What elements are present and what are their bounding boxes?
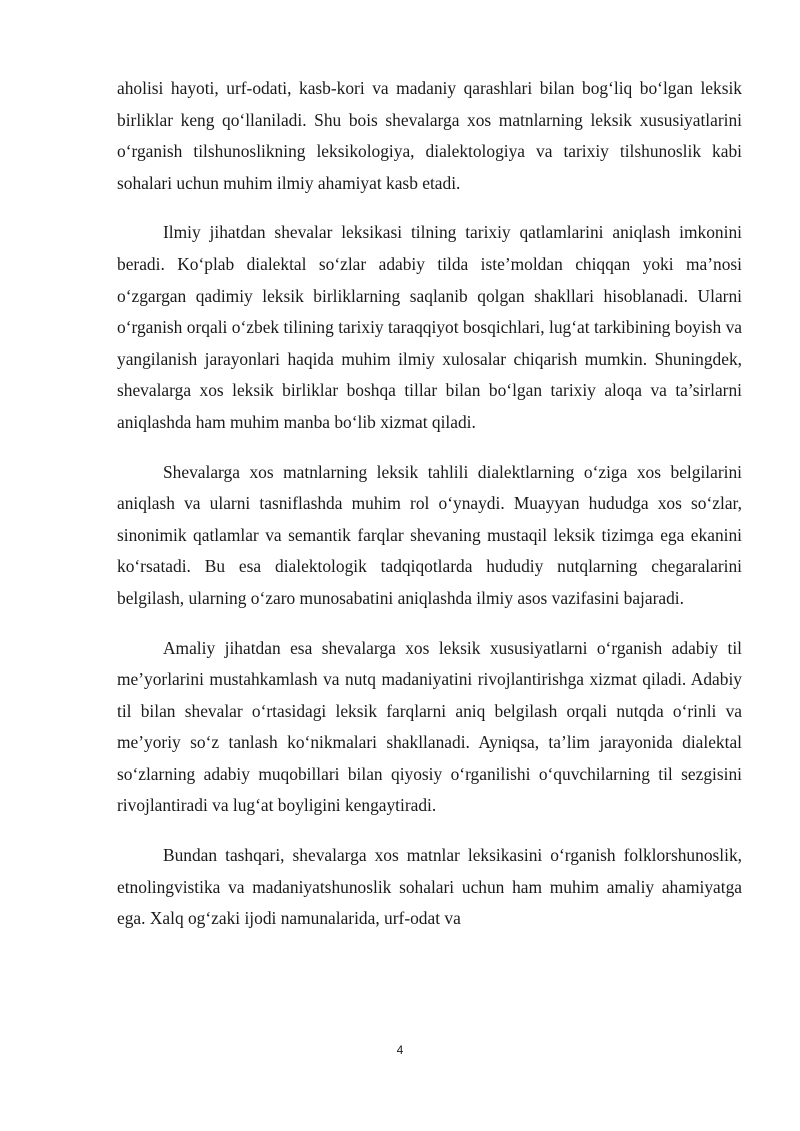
paragraph-gap	[117, 615, 742, 633]
paragraph-gap	[117, 439, 742, 457]
paragraph-5: Bundan tashqari, shevalarga xos matnlar leksikasini o‘rganish folklorshunoslik, etnolingvistika va madaniyatshunoslik sohalari uchun ham muhim amaliy ahamiyatga ega. Xalq og‘zaki ijodi namunalarida, urf-odat va	[117, 845, 742, 929]
paragraph-gap	[117, 199, 742, 217]
page-number: 4	[396, 1043, 404, 1057]
paragraph-gap	[117, 822, 742, 840]
paragraph-3: Shevalarga xos matnlarning leksik tahlili dialektlarning o‘ziga xos belgilarini aniqlash va ularni tasniflashda muhim rol o‘ynaydi. Muayyan hududga xos so‘zlar, sinonimik qatlamlar va semantik farqlar shevaning mustaqil leksik tizimga ega ekanini ko‘rsatadi. Bu esa dialektologik tadqiqotlarda hududiy nutqlarning chegaralarini belgilash, ularning o‘zaro munosabatini aniqlashda ilmiy asos vazifasini bajaradi.	[117, 461, 742, 608]
paragraph-2: Ilmiy jihatdan shevalar leksikasi tilning tarixiy qatlamlarini aniqlash imkonini beradi. Ko‘plab dialektal so‘zlar adabiy tilda iste’moldan chiqqan yoki ma’nosi o‘zgargan qadimiy leksik birliklarning saqlanib qolgan shakllari hisoblanadi. Ularni o‘rganish orqali o‘zbek tilining tarixiy taraqqiyot bosqichlari, lug‘at tarkibining boyish va yangilanish jarayonlari haqida muhim ilmiy xulosalar chiqarish mumkin. Shuningdek, shevalarga xos leksik birliklar boshqa tillar bilan bo‘lgan tarixiy aloqa va ta’sirlarni aniqlashda ham muhim manba bo‘lib xizmat qiladi.	[117, 222, 742, 432]
document-body	[117, 73, 742, 935]
paragraph-4: Amaliy jihatdan esa shevalarga xos leksik xususiyatlarni o‘rganish adabiy til me’yorlarini mustahkamlash va nutq madaniyatini rivojlantirishga xizmat qiladi. Adabiy til bilan shevalar o‘rtasidagi leksik farqlarni aniq belgilash orqali nutqda o‘rinli va me’yoriy so‘z tanlash ko‘nikmalari shakllanadi. Ayniqsa, ta’lim jarayonida dialektal so‘zlarning adabiy muqobillari bilan qiyosiy o‘rganilishi o‘quvchilarning til sezgisini rivojlantiradi va lug‘at boyligini kengaytiradi.	[117, 637, 742, 816]
paragraph-1: aholisi hayoti, urf-odati, kasb-kori va madaniy qarashlari bilan bog‘liq bo‘lgan leksik birliklar keng qo‘llaniladi. Shu bois shevalarga xos matnlarning leksik xususiyatlarini o‘rganish tilshunoslikning leksikologiya, dialektologiya va tarixiy tilshunoslik kabi sohalari uchun muhim ilmiy ahamiyat kasb etadi.	[117, 78, 742, 193]
